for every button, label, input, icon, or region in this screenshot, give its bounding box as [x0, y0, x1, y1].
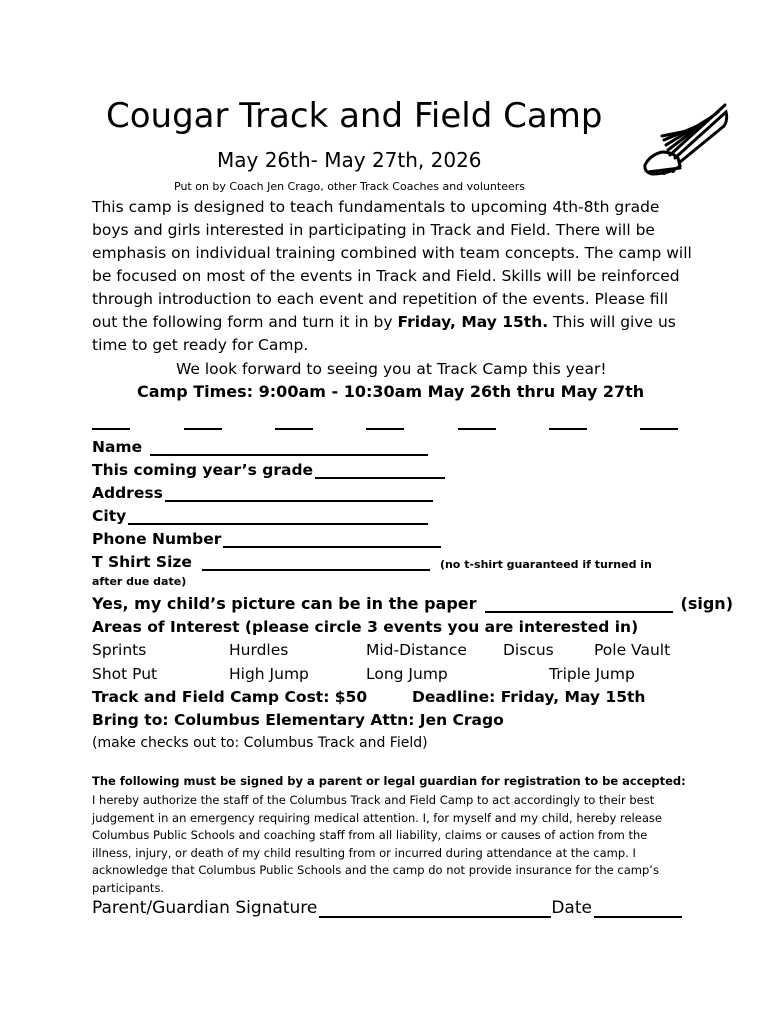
intro-line: This camp is designed to teach fundamentals to upcoming 4th-8th grade: [92, 198, 660, 216]
city-input[interactable]: [128, 508, 428, 525]
intro-line-pre: out the following form and turn it in by: [92, 313, 398, 331]
tshirt-note-2: after due date): [92, 575, 187, 588]
legal-line: illness, injury, or death of my child resulting from or incurred during attendance at the camp. I: [92, 845, 636, 860]
blank-line[interactable]: [275, 414, 313, 430]
intro-line: [92, 311, 702, 334]
event-option[interactable]: Discus: [503, 641, 554, 659]
grade-label: This coming year’s grade: [92, 461, 314, 479]
city-label: City: [92, 507, 127, 525]
intro-line: through introduction to each event and repetition of the events. Please fill: [92, 290, 669, 308]
picture-permission: [92, 594, 733, 613]
legal-waiver: [92, 792, 692, 897]
name-input[interactable]: [150, 439, 428, 456]
grade-field: [92, 461, 445, 479]
address-input[interactable]: [165, 485, 433, 502]
intro-line: boys and girls interested in participating in Track and Field. There will be: [92, 221, 655, 239]
signature-row: [92, 898, 682, 918]
legal-heading: The following must be signed by a parent or legal guardian for registration to be accepted:: [92, 774, 686, 788]
bring-to: Bring to: Columbus Elementary Attn: Jen Crago: [92, 711, 504, 729]
deadline: Deadline: Friday, May 15th: [412, 688, 646, 706]
phone-field: [92, 530, 441, 548]
name-field: [92, 438, 428, 456]
winged-shoe-icon: [640, 100, 730, 180]
event-option[interactable]: Sprints: [92, 641, 147, 659]
intro-line-post: This will give us: [548, 313, 676, 331]
event-option[interactable]: High Jump: [229, 665, 309, 683]
name-label: Name: [92, 438, 143, 456]
address-field: [92, 484, 433, 502]
due-date: Friday, May 15th.: [397, 313, 549, 331]
date-label: Date: [551, 898, 592, 918]
signature-label: Parent/Guardian Signature: [92, 898, 318, 918]
intro-line: be focused on most of the events in Track and Field. Skills will be reinforced: [92, 267, 680, 285]
legal-line: judgement in an emergency requiring medical attention. I, for myself and my child, hereby release: [92, 810, 662, 825]
forward-message: We look forward to seeing you at Track Camp this year!: [176, 360, 607, 378]
legal-line: I hereby authorize the staff of the Columbus Track and Field Camp to act accordingly to their best: [92, 793, 655, 807]
phone-input[interactable]: [223, 531, 441, 548]
picture-sign-label: (sign): [680, 594, 734, 613]
tshirt-note: (no t-shirt guaranteed if turned in: [439, 558, 652, 571]
blank-line[interactable]: [184, 414, 222, 430]
address-label: Address: [92, 484, 163, 502]
picture-sign-input[interactable]: [485, 596, 673, 613]
city-field: [92, 507, 428, 525]
camp-cost: Track and Field Camp Cost: $50: [92, 688, 368, 706]
legal-line: acknowledge that Columbus Public Schools and the camp do not provide insurance for the camp’s: [92, 863, 659, 877]
grade-input[interactable]: [315, 462, 445, 479]
picture-label: Yes, my child’s picture can be in the paper: [92, 594, 477, 613]
event-option[interactable]: Mid-Distance: [366, 641, 467, 659]
checks-note: (make checks out to: Columbus Track and Field): [92, 735, 428, 751]
camp-times: Camp Times: 9:00am - 10:30am May 26th thru May 27th: [137, 382, 645, 401]
blank-line[interactable]: [549, 414, 587, 430]
date-input[interactable]: [594, 900, 682, 918]
page-title: Cougar Track and Field Camp: [106, 96, 603, 136]
tshirt-label: T Shirt Size: [92, 553, 192, 571]
blank-line[interactable]: [366, 414, 404, 430]
phone-label: Phone Number: [92, 530, 222, 548]
event-option[interactable]: Hurdles: [229, 641, 289, 659]
intro-line: emphasis on individual training combined with team concepts. The camp will: [92, 244, 692, 262]
areas-of-interest: Areas of Interest (please circle 3 events you are interested in): [92, 618, 639, 636]
event-option[interactable]: Triple Jump: [549, 665, 635, 683]
event-option[interactable]: Pole Vault: [594, 641, 671, 659]
tshirt-field: [92, 553, 652, 571]
blank-line[interactable]: [92, 414, 130, 430]
blank-line[interactable]: [640, 414, 678, 430]
intro-line: time to get ready for Camp.: [92, 336, 309, 354]
camp-dates: May 26th- May 27th, 2026: [217, 148, 482, 172]
legal-line: participants.: [92, 880, 165, 895]
tshirt-input[interactable]: [202, 554, 430, 571]
legal-line: Columbus Public Schools and coaching staff from all liability, claims or causes of action from the: [92, 828, 648, 842]
intro-paragraph: [92, 196, 702, 357]
signature-input[interactable]: [319, 900, 551, 918]
blank-line[interactable]: [458, 414, 496, 430]
event-option[interactable]: Long Jump: [366, 665, 448, 683]
event-option[interactable]: Shot Put: [92, 665, 158, 683]
byline: Put on by Coach Jen Crago, other Track Coaches and volunteers: [174, 180, 525, 193]
